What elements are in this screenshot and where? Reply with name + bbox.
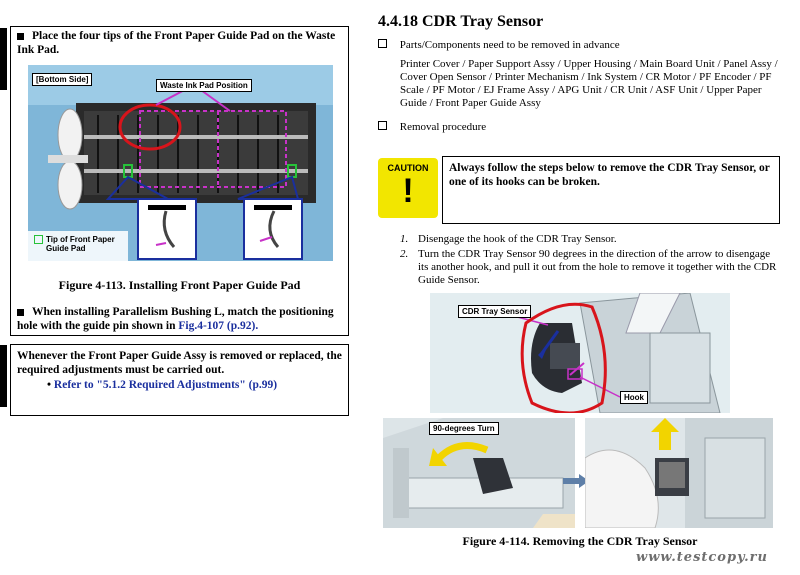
fig-107-link[interactable]: Fig.4-107 (p.92). (178, 320, 259, 332)
required-adjustments-link[interactable]: Refer to "5.1.2 Required Adjustments" (p.99) (53, 379, 278, 391)
tip-of-front-legend (34, 235, 115, 253)
caution-box (442, 156, 780, 224)
front-paper-guide-photo (28, 65, 333, 261)
front-paper-guide-illustration (28, 65, 333, 261)
step-1 (400, 233, 780, 246)
checkbox-icon (378, 39, 387, 48)
bullet-dot: • (47, 379, 52, 391)
removal-heading: Removal procedure (399, 121, 487, 133)
installation-note-box (10, 26, 349, 336)
figure-113-caption: Figure 4-113. Installing Front Paper Guide Pad (58, 278, 301, 292)
adjustment-text: Whenever the Front Paper Guide Assy is removed or replaced, the required adjustments must be carried out. (17, 350, 342, 376)
pull-out-illustration (585, 418, 773, 528)
adjustment-link-row (47, 379, 277, 391)
step-2-text: Turn the CDR Tray Sensor 90 degrees in the direction of the arrow to disengage its another hook, and pull it out from the hole to remove it together with the CDR Guide Sensor. (418, 248, 777, 286)
left-margin-bar-top (0, 28, 7, 90)
waste-ink-pad-position-label: Waste Ink Pad Position (156, 79, 252, 92)
step-1-text: Disengage the hook of the CDR Tray Sensor. (418, 233, 617, 245)
section-title: 4.4.18 CDR Tray Sensor (378, 13, 544, 30)
tip-of-front-text: Tip of Front Paper (46, 235, 115, 244)
parts-list: Printer Cover / Paper Support Assy / Upper Housing / Main Board Unit / Panel Assy / Cover Open Sensor / Printer Mechanism / Ink System / CR Motor / PF Encoder / PF Scale / PF Motor / EJ Frame Assy / APG Unit / CR Unit / ASF Unit / Upper Paper Guide / Front Paper Guide Assy (400, 58, 778, 109)
bullet-square (17, 309, 24, 316)
caution-icon (378, 158, 438, 218)
guide-pad-text: Guide Pad (46, 244, 86, 254)
step-2-number: 2. (400, 248, 409, 260)
caution-label: CAUTION (387, 163, 429, 173)
step-2 (400, 248, 780, 287)
checkbox-icon (378, 121, 387, 130)
exclamation-icon: ! (402, 172, 414, 210)
adjustment-note-box (10, 344, 349, 416)
cdr-sensor-photo-top (430, 293, 730, 413)
turn-label: 90-degrees Turn (429, 422, 499, 435)
bullet-1-text: Place the four tips of the Front Paper Guide Pad on the Waste Ink Pad. (17, 30, 336, 56)
bullet-2-text: When installing Parallelism Bushing L, match the positioning hole with the guide pin shown in (17, 306, 334, 332)
bullet-2 (17, 305, 342, 333)
cdr-sensor-photo-bottom-right (585, 418, 773, 528)
figure-114-caption: Figure 4-114. Removing the CDR Tray Sensor (462, 534, 698, 548)
cdr-sensor-photo-bottom-left (383, 418, 575, 528)
legend-swatch (34, 235, 43, 244)
left-margin-bar-bottom (0, 345, 7, 407)
hook-label: Hook (620, 391, 648, 404)
parts-heading: Parts/Components need to be removed in advance (399, 39, 620, 51)
caution-text: Always follow the steps below to remove the CDR Tray Sensor, or one of its hooks can be broken. (449, 162, 770, 188)
bottom-side-label: [Bottom Side] (32, 73, 92, 86)
bullet-square (17, 33, 24, 40)
cdr-tray-sensor-label: CDR Tray Sensor (458, 305, 531, 318)
bullet-1 (17, 29, 342, 57)
removal-heading-row (378, 121, 486, 133)
step-1-number: 1. (400, 233, 409, 245)
watermark: www.testcopy.ru (636, 550, 768, 565)
parts-heading-row (378, 39, 620, 51)
